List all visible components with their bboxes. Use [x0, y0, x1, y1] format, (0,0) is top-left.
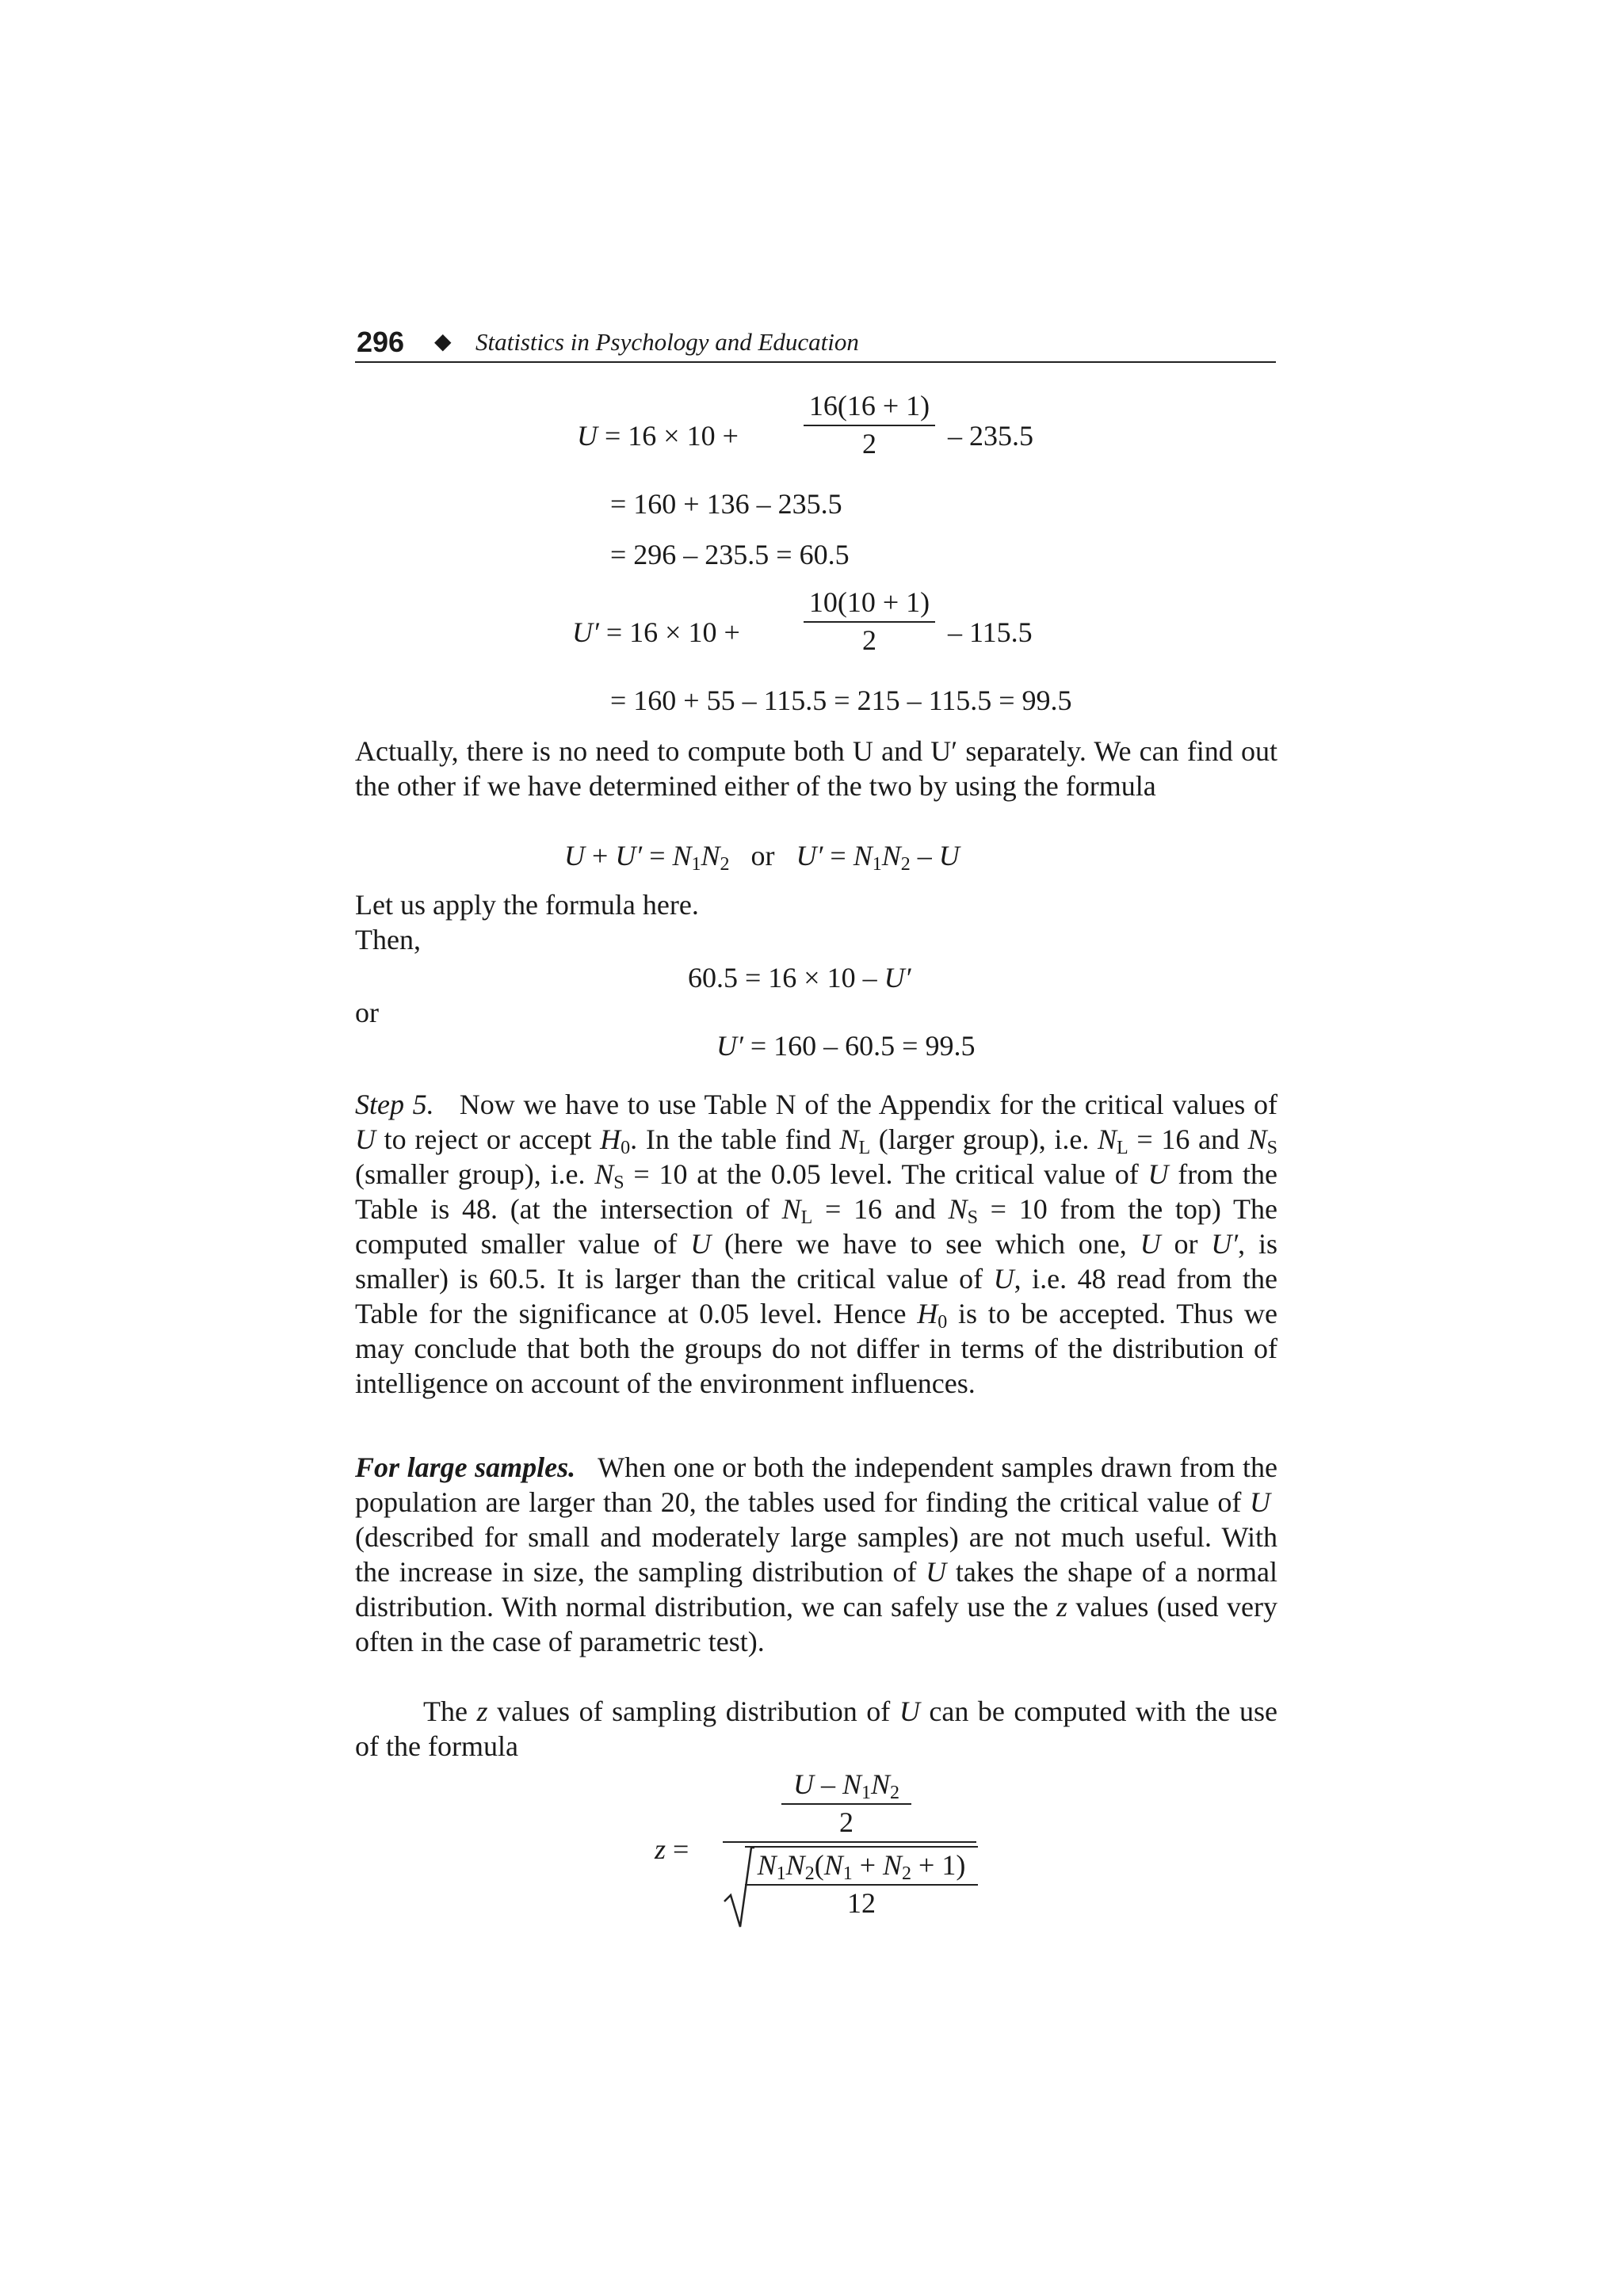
equation-60-5: 60.5 = 16 × 10 – U′	[688, 962, 911, 994]
u-equation-line3: = 296 – 235.5 = 60.5	[610, 539, 850, 570]
u-prime-equation-line2: = 160 + 55 – 115.5 = 215 – 115.5 = 99.5	[610, 685, 1072, 716]
z-main-fraction-bar	[723, 1841, 976, 1843]
u-equation-tail: – 235.5	[948, 420, 1033, 452]
then-line: Then,	[355, 924, 421, 955]
u-prime-equation-tail: – 115.5	[948, 616, 1033, 648]
z-top-fraction: U – $N_1N_2$ 2	[781, 1768, 911, 1838]
page-number: 296	[357, 326, 405, 358]
equation-99-5: U′ = 160 – 60.5 = 99.5	[716, 1030, 976, 1062]
apply-formula-line: Let us apply the formula here.	[355, 889, 699, 921]
u-prime-fraction: 10(10 + 1) 2	[804, 586, 935, 656]
paragraph-step5: Step 5. Now we have to use Table N of the Appendix for the critical values of U to reject or accept $H_0$. In the table find $N_L$ (larger group), i.e. $N_L = 16$ and $N_S$ (smaller group), i.e. $N_S = 10$ at the 0.05 level. The critical value of U from the Table is 48. (at the intersection of $N_L = 16$ and $N_S = 10$ from the top) The computed smaller value of U (here we have to see which one, U or U′, is smaller) is 60.5. It is larger than the critical value of U, i.e. 48 read from the Table for the significance at 0.05 level. Hence $H_0$ is to be accepted. Thus we may conclude that both the groups do not differ in terms of the distribution of intelligence on account of the environment influences.	[355, 1089, 1278, 1399]
or-line: or	[355, 997, 379, 1028]
relation-formula: $U + U' = N_1N_2$ or $U' = N_1N_2 - U$	[564, 840, 960, 875]
u-equation-line2: = 160 + 136 – 235.5	[610, 488, 842, 520]
paragraph-z-values: The z values of sampling distribution of U can be computed with the use of the formula	[355, 1695, 1277, 1762]
u-fraction: 16(16 + 1) 2	[804, 390, 935, 460]
z-bottom-fraction: $N_1N_2(N_1 + N_2 + 1)$ 12	[745, 1846, 978, 1919]
z-formula-lhs: z =	[655, 1833, 689, 1865]
u-equation-line1: U = 16 × 10 +	[577, 420, 739, 452]
u-prime-equation-line1: U′ = 16 × 10 +	[572, 616, 740, 648]
running-header	[355, 323, 1276, 363]
paragraph-compute-both: Actually, there is no need to compute both U and U′ separately. We can find out the other if we have determined either of the two by using the formula	[355, 735, 1277, 802]
running-title: Statistics in Psychology and Education	[475, 328, 859, 356]
diamond-icon: ◆	[434, 330, 452, 354]
paragraph-large-samples: For large samples. When one or both the independent samples drawn from the population are larger than 20, the tables used for finding the critical value of U (described for small and moderately large samples) are not much useful. With the increase in size, the sampling distribution of U takes the shape of a normal distribution. With normal distribution, we can safely use the z values (used very often in the case of parametric test).	[355, 1451, 1277, 1657]
